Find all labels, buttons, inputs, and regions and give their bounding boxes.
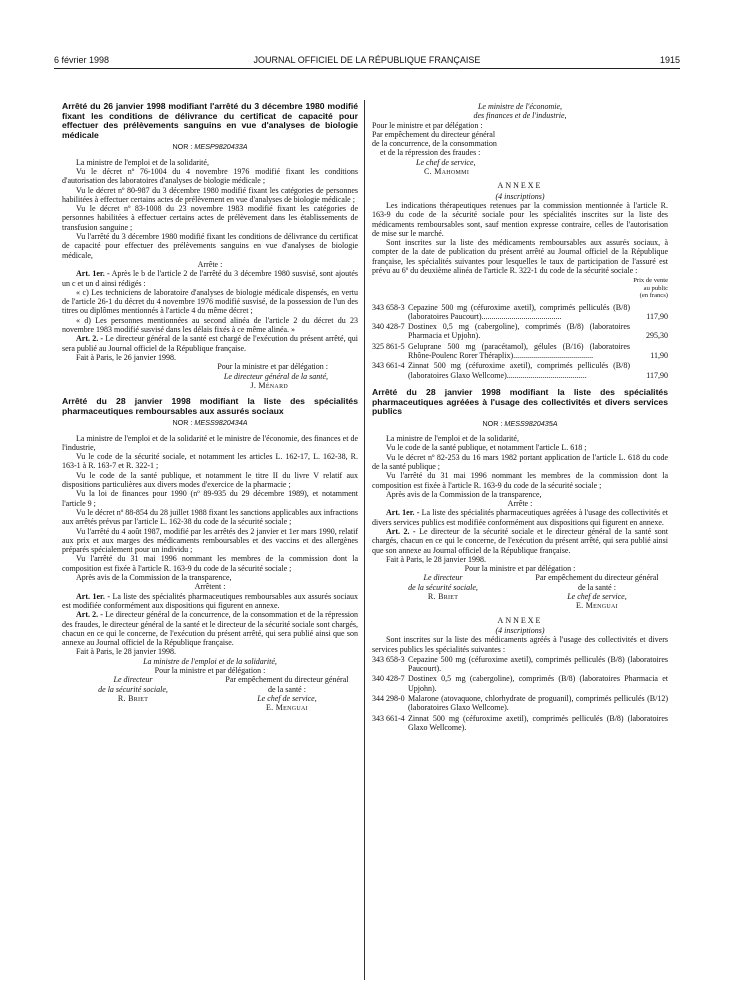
decree1-article-2: Art. 2. - Le directeur général de la santé est chargé de l'exécution du présent arrêté, qui sera publié au Journal officiel de la République française. xyxy=(62,334,359,353)
decree2-sig-left-2: de la sécurité sociale, xyxy=(98,684,168,694)
sig-top-7: Le chef de service, xyxy=(416,157,476,167)
list-item: 340 428-7 Dostinex 0,5 mg (cabergoline), comprimés (B/8) (laboratoires Pharmacia et Upjohn). 295,30 xyxy=(372,322,668,341)
page-header xyxy=(54,55,680,69)
decree3-signatures xyxy=(372,573,668,610)
annexe-2-list xyxy=(372,655,668,732)
decree2-sig-left-3: R. Briet xyxy=(117,693,149,703)
column-divider xyxy=(364,100,365,980)
decree1-arrete: Arrête : xyxy=(197,259,223,269)
decree3-arrete: Arrête : xyxy=(507,499,533,509)
list-item: 340 428-7 Dostinex 0,5 mg (cabergoline), comprimés (B/8) (laboratoires Pharmacia et Upjohn). xyxy=(372,674,668,693)
decree3-visa-3: Vu l'arrêté du 31 mai 1996 nommant les membres de la commission dont la composition est fixée à l'article R. 163-9 du code de la sécurité sociale ; xyxy=(372,471,668,490)
decree2-sig-right-3: Le chef de service, xyxy=(257,693,317,703)
decree2-sig-right-1: Par empêchement du directeur général xyxy=(225,675,349,685)
list-item: 343 658-3 Cepazine 500 mg (céfuroxime axetil), comprimés pelliculés (B/8) (laboratoires Paucourt). xyxy=(372,654,668,674)
decree3-article-1: Art. 1er. - La liste des spécialités pharmaceutiques agréées à l'usage des collectivités et divers services publics est modifiée conformément aux dispositions qui figurent en annexe. xyxy=(372,508,669,527)
decree2-article-2: Art. 2. - Le directeur général de la concurrence, de la consommation et de la répression des fraudes, le directeur général de la santé et le directeur de la sécurité sociale sont chargés, chacun en ce qui le concerne, de l'exécution du présent arrêté, qui sera publié ainsi que son annexe au Journal officiel de la République française. xyxy=(62,610,359,648)
sig-top-5: de la concurrence, de la consommation xyxy=(372,139,497,149)
sig-top-3: Pour le ministre et par délégation : xyxy=(372,120,483,130)
decree1-visa-4: Vu l'arrêté du 3 décembre 1980 modifié fixant les conditions de délivrance du certificat de capacité pour effectuer des prélèvements sanguins en vue d'analyses de biologie médicale, xyxy=(62,232,358,260)
decree3-sig-left-1: Le directeur xyxy=(423,573,463,583)
decree1-article-1: Art. 1er. - Après le b de l'article 2 de l'arrêté du 3 décembre 1980 susvisé, sont ajoutés un c et un d ainsi rédigés : xyxy=(62,269,359,288)
decree3-visa-2: Vu le décret nº 82-253 du 16 mars 1982 portant application de l'article L. 618 du code de la santé publique ; xyxy=(372,452,668,471)
decree3-sig-left-3: R. Briet xyxy=(427,592,459,602)
decree2-visa-1: Vu le code de la sécurité sociale, et notamment les articles L. 162-17, L. 162-38, R. 163-1 à R. 163-7 et R. 322-1 ; xyxy=(62,452,358,471)
sig-top-2: des finances et de l'industrie, xyxy=(473,111,567,121)
list-item: 343 658-3 Cepazine 500 mg (céfuroxime axetil), comprimés pelliculés (B/8) (laboratoires Paucourt)........................................ 117,90 xyxy=(372,302,668,321)
decree3-sig-right-4: E. Menguai xyxy=(575,601,618,611)
price-column-heading: Prix de vente au public (en francs) xyxy=(633,277,668,300)
decree3-visa-1: Vu le code de la santé publique, et notamment l'article L. 618 ; xyxy=(386,443,587,453)
decree3-sig-right-2: de la santé : xyxy=(577,582,616,592)
header-rule xyxy=(54,68,680,69)
annexe-1-list xyxy=(372,303,668,380)
decree1-article-1-d: « d) Les personnes mentionnées au second alinéa de l'article 2 du décret du 23 novembre 1983 modifié susvisé dans les délais fixés à ce même alinéa. » xyxy=(62,315,358,335)
decree1-visa-1: Vu le décret nº 76-1004 du 4 novembre 1976 modifié fixant les conditions d'autorisation des laboratoires d'analyses de biologie médicale ; xyxy=(62,166,358,186)
header-page-number: 1915 xyxy=(659,55,680,65)
annexe-1-para-2: Sont inscrites sur la liste des médicaments remboursables aux assurés sociaux, à compter de la date de publication du présent arrêté au Journal officiel de la République française, les spécialités suivantes pour lesquelles le taux de participation de l'assuré est prévu au 6º du deuxième alinéa de l'article R. 322-1 du code de la sécurité sociale : xyxy=(372,238,668,276)
annexe-2-heading: ANNEXE xyxy=(497,615,543,625)
sig-top-4: Par empêchement du directeur général xyxy=(372,129,496,139)
decree3-article-2: Art. 2. - Le directeur de la sécurité sociale et le directeur général de la santé sont chargés, chacun en ce qui le concerne, de l'exécution du présent arrêté, qui sera publié ainsi que son annexe au Journal officiel de la République française. xyxy=(372,526,669,555)
header-journal-title: JOURNAL OFFICIEL DE LA RÉPUBLIQUE FRANÇAISE xyxy=(253,55,481,65)
annexe-2-para-1: Sont inscrites sur la liste des médicaments agréés à l'usage des collectivités et divers services publics les spécialités suivantes : xyxy=(372,635,668,654)
decree3-sig-right-3: Le chef de service, xyxy=(567,592,627,602)
decree2-sig-2: Pour la ministre et par délégation : xyxy=(154,666,266,675)
decree1-sig-3: J. Ménard xyxy=(250,380,288,390)
sig-top-8: C. Mahommi xyxy=(424,167,470,177)
decree1-visa-2: Vu le décret nº 80-987 du 3 décembre 1980 modifié fixant les catégories de personnes habilitées à effectuer certains actes de prélèvement en vue d'analyses de biologie médicale ; xyxy=(62,185,358,204)
decree3-nor: NOR : MESS9820435A xyxy=(482,418,558,428)
list-item: 343 661-4 Zinnat 500 mg (céfuroxime axetil), comprimés pelliculés (B/8) (laboratoires Glaxo Wellcome)........................................ 117,90 xyxy=(372,361,668,380)
decree1-article-1-c: « c) Les techniciens de laboratoire d'analyses de biologie médicale dispensés, en vertu de l'article 26-1 du décret du 4 novembre 1976 modifié susvisé, de la possession de l'un des titres ou diplômes mentionnés à l'article 4 du même décret ; xyxy=(62,287,358,316)
decree2-fait: Fait à Paris, le 28 janvier 1998. xyxy=(76,647,176,657)
decree2-article-1: Art. 1er. - La liste des spécialités pharmaceutiques remboursables aux assurés sociaux est modifiée conformément aux dispositions qui figurent en annexe. xyxy=(62,591,358,610)
decree1-sig-2: Le directeur général de la santé, xyxy=(223,371,328,381)
decree2-title: Arrêté du 28 janvier 1998 modifiant la liste des spécialités pharmaceutiques remboursables aux assurés sociaux xyxy=(62,396,358,416)
decree1-minister: La ministre de l'emploi et de la solidarité, xyxy=(76,157,209,167)
decree3-sig-left-2: de la sécurité sociale, xyxy=(408,582,478,592)
annexe-1-inscriptions: (4 inscriptions) xyxy=(495,191,545,201)
annexe-1-para-1: Les indications thérapeutiques retenues par la commission mentionnée à l'article R. 163-9 du code de la sécurité sociale pour les spécialités inscrites sur la liste des médicaments remboursables sont, sauf mention expresse contraire, celles de l'autorisation de mise sur le marché. xyxy=(372,200,668,238)
annexe-2-inscriptions: (4 inscriptions) xyxy=(495,625,545,635)
decree2-sig-left-1: Le directeur xyxy=(113,675,153,685)
annexe-1-heading: ANNEXE xyxy=(497,181,543,191)
decree2-visa-6: Vu l'arrêté du 31 mai 1996 nommant les membres de la commission dont la composition est fixée à l'article R. 163-9 du code de la sécurité sociale ; xyxy=(62,554,358,573)
decree3-minister: La ministre de l'emploi et de la solidarité, xyxy=(386,434,519,444)
decree3-visa-4: Après avis de la Commission de la transparence, xyxy=(386,489,542,499)
decree2-ministers: La ministre de l'emploi et de la solidarité et le ministre de l'économie, des finances et de l'industrie, xyxy=(62,433,358,452)
decree1-sig-1: Pour la ministre et par délégation : xyxy=(217,362,328,372)
decree2-signatures xyxy=(62,675,358,712)
decree2-sig-right-2: de la santé : xyxy=(267,684,306,694)
decree1-visa-3: Vu le décret nº 83-1008 du 23 novembre 1983 modifié fixant les catégories de personnes habilitées à effectuer certains actes de prélèvement dans les établissements de transfusion sanguine ; xyxy=(62,204,358,232)
decree2-sig-1: La ministre de l'emploi et de la solidarité, xyxy=(143,656,277,666)
sig-top-1: Le ministre de l'économie, xyxy=(477,102,563,111)
decree3-title: Arrêté du 28 janvier 1998 modifiant la liste des spécialités pharmaceutiques agréées à l'usage des collectivités et divers services publics xyxy=(372,386,668,417)
decree2-arretent: Arrêtent : xyxy=(194,582,226,592)
decree2-visa-3: Vu la loi de finances pour 1990 (nº 89-935 du 29 décembre 1989), et notamment l'article 9 ; xyxy=(62,489,358,508)
decree1-title: Arrêté du 26 janvier 1998 modifiant l'arrêté du 3 décembre 1980 modifié fixant les conditions de délivrance du certificat de capacité pour effectuer des prélèvements sanguins en vue d'analyses de biologie médicale xyxy=(62,101,358,140)
decree1-fait: Fait à Paris, le 26 janvier 1998. xyxy=(76,352,176,362)
decree2-visa-2: Vu le code de la santé publique, et notamment le titre II du livre V relatif aux dispositions particulières aux divers modes d'exercice de la pharmacie ; xyxy=(62,470,358,490)
decree1-nor: NOR : MESP9820433A xyxy=(172,142,248,152)
decree3-sig-right-1: Par empêchement du directeur général xyxy=(535,573,659,583)
decree2-visa-5: Vu l'arrêté du 4 août 1987, modifié par les arrêtés des 2 janvier et 1er mars 1990, relatif aux prix et aux marges des médicaments remboursables et des vaccins et des allergènes préparés spécialement pour un individu ; xyxy=(62,526,358,555)
decree3-sig-1: Pour la ministre et par délégation : xyxy=(464,564,576,574)
decree2-nor: NOR : MESS9820434A xyxy=(172,418,248,428)
list-item: 344 298-0 Malarone (atovaquone, chlorhydrate de proguanil), comprimés pelliculés (B/12) (laboratoires Glaxo Wellcome). xyxy=(372,694,668,713)
list-item: 325 861-5 Geluprane 500 mg (paracétamol), gélules (B/16) (laboratoires Rhône-Poulenc Rorer Théraplix)........................................ 11,90 xyxy=(372,341,668,361)
sig-top-6: et de la répression des fraudes : xyxy=(380,148,481,158)
header-date: 6 février 1998 xyxy=(54,55,110,65)
decree2-visa-4: Vu le décret nº 88-854 du 28 juillet 1988 fixant les sanctions applicables aux infractions aux arrêtés prévus par l'article L. 162-38 du code de la sécurité sociale ; xyxy=(62,507,358,527)
decree3-fait: Fait à Paris, le 28 janvier 1998. xyxy=(386,554,486,564)
right-column xyxy=(372,102,668,733)
list-item: 343 661-4 Zinnat 500 mg (céfuroxime axetil), comprimés pelliculés (B/8) (laboratoires Glaxo Wellcome). xyxy=(372,713,668,732)
left-column xyxy=(62,102,358,712)
decree2-sig-right-4: E. Menguai xyxy=(265,703,308,713)
decree2-visa-7: Après avis de la Commission de la transparence, xyxy=(76,573,232,583)
